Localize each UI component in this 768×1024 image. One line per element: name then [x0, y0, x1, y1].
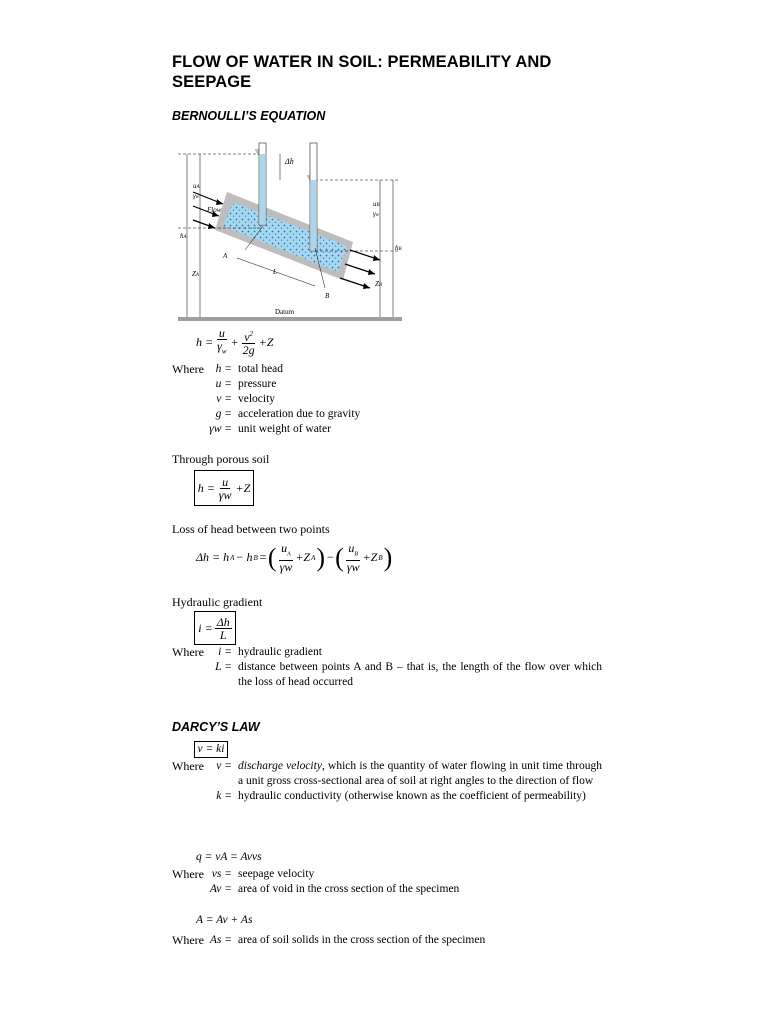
porous-soil-label: Through porous soil — [172, 452, 270, 466]
definition-row: h = total head — [215, 363, 284, 375]
where-label: Where — [172, 362, 204, 376]
hydraulic-gradient-equation-box: i = $\frac{\Delta h}{L}$ — [194, 611, 236, 645]
svg-text:hB: hB — [395, 244, 402, 252]
loss-of-head-equation: Δh = h A − h B = ( $\frac{u_A}{\gamma w}$ +Z A ) − ( $\frac{u_B}{\gamma w}$ +Z B ) — [196, 541, 393, 575]
standpipe-a-water — [260, 154, 265, 224]
definition-row: L = distance between points A and B – that is, the length of the flow over which the loss of head occurred — [215, 661, 602, 688]
label-datum: Datum — [275, 308, 295, 316]
definition-row: v = velocity — [216, 393, 276, 405]
hydraulic-gradient-label: Hydraulic gradient — [172, 595, 263, 609]
definitions-bernoulli — [172, 362, 602, 437]
label-gw-right: γ — [373, 210, 376, 218]
definition-row: γw = unit weight of water — [209, 423, 331, 435]
datum-line — [178, 317, 402, 321]
svg-text:uB: uB — [373, 200, 380, 208]
label-a: A — [223, 252, 228, 260]
label-ha: h — [180, 232, 184, 240]
section-heading-bernoulli: BERNOULLI’S EQUATION — [172, 109, 326, 123]
porous-soil-equation-box: h = $\frac{u}{\gamma w}$ +Z — [194, 470, 254, 506]
label-gw-left: γ — [193, 192, 196, 200]
definition-row: k = hydraulic conductivity (otherwise known as the coefficient of permeability) — [216, 790, 586, 802]
page-title: FLOW OF WATER IN SOIL: PERMEABILITY AND SEEPAGE — [172, 53, 552, 91]
definition-row: i = hydraulic gradient — [218, 646, 322, 658]
label-za: Z — [192, 270, 196, 278]
definitions-seepage — [172, 867, 602, 897]
flow-rate-equation: q = vA = Avvs — [196, 851, 262, 863]
section-heading-darcy: DARCY’S LAW — [172, 720, 260, 734]
svg-text:γw: γw — [193, 192, 200, 200]
label-ua: u — [193, 182, 197, 190]
label-b: B — [325, 292, 330, 300]
definition-row: vs = seepage velocity — [211, 868, 315, 880]
definition-row: v = discharge velocity, which is the quantity of water flowing in unit time through a unit gross cross-sectional area of soil at right angles to the direction of flow — [216, 760, 602, 787]
area-equation: A = Av + As — [196, 914, 253, 926]
standpipe-b-water — [311, 180, 316, 250]
svg-text:uA: uA — [193, 182, 200, 190]
loss-of-head-label: Loss of head between two points — [172, 522, 330, 536]
bernoulli-equation: h = $\frac{u}{\gamma_w}$ + $\frac{v^2}{2g}$ +Z — [196, 326, 274, 358]
svg-text:γw: γw — [373, 210, 380, 218]
definitions-area — [172, 933, 602, 948]
where-label: Where — [172, 759, 204, 773]
definition-row: u = pressure — [215, 378, 277, 390]
definition-row: As = area of soil solids in the cross section of the specimen — [209, 934, 486, 946]
where-label: Where — [172, 933, 204, 947]
definitions-darcy — [172, 759, 602, 804]
definition-row: g = acceleration due to gravity — [215, 408, 361, 420]
label-zb: Z — [375, 280, 379, 288]
svg-text:ZA: ZA — [192, 270, 199, 278]
svg-text:hA: hA — [180, 232, 187, 240]
where-label: Where — [172, 645, 204, 659]
label-l: L — [273, 268, 277, 276]
svg-text:ZB: ZB — [375, 280, 382, 288]
label-dh: Δh — [285, 157, 294, 166]
definition-row: Av = area of void in the cross section of the specimen — [209, 883, 460, 895]
label-hb: h — [395, 244, 399, 252]
where-label: Where — [172, 867, 204, 881]
permeability-figure — [175, 140, 405, 325]
label-ub: u — [373, 200, 377, 208]
darcy-equation-box: v = ki — [194, 741, 228, 758]
definitions-gradient — [172, 645, 602, 690]
label-flow: Flow — [207, 206, 222, 214]
